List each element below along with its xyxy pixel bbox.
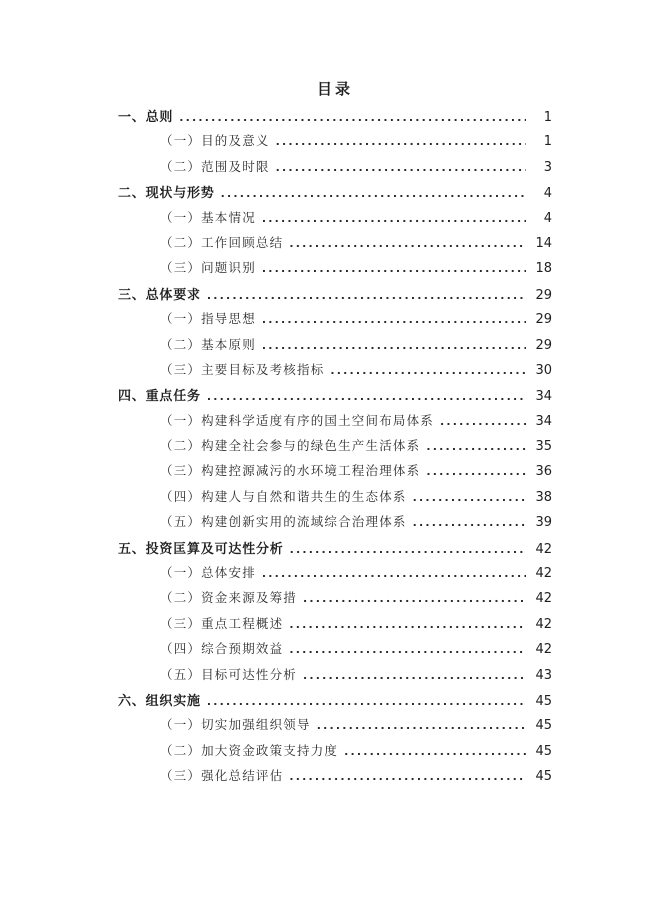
dot-leader — [317, 716, 526, 734]
toc-entry[interactable] — [118, 436, 552, 461]
toc-entry[interactable] — [118, 182, 552, 207]
dot-leader — [426, 437, 526, 455]
toc-entry-page: 45 — [535, 769, 552, 785]
toc-entry-page: 43 — [535, 667, 552, 683]
toc-entry[interactable] — [118, 131, 552, 156]
toc-entry-page: 3 — [543, 159, 552, 175]
dot-leader — [207, 286, 526, 304]
dot-leader — [262, 336, 526, 354]
toc-entry-label: 一、总则 — [118, 109, 174, 124]
toc-entry-label: 六、组织实施 — [118, 692, 201, 708]
toc-entry-label: （一）目的及意义 — [160, 134, 270, 149]
toc-entry[interactable] — [118, 715, 552, 740]
toc-entry-page: 34 — [535, 389, 552, 405]
toc-entry-label: （三）问题识别 — [160, 261, 256, 276]
toc-entry-label: （三）重点工程概述 — [160, 616, 284, 631]
dot-leader — [303, 589, 526, 607]
toc-entry-label: （四）构建人与自然和谐共生的生态体系 — [160, 489, 407, 504]
toc-entry-label: （五）构建创新实用的流域综合治理体系 — [160, 515, 407, 530]
toc-entry-label: （二）资金来源及筹措 — [160, 591, 298, 606]
toc-entry[interactable] — [118, 690, 552, 715]
toc-entry[interactable] — [118, 411, 552, 436]
toc-entry-page: 4 — [543, 186, 552, 202]
dot-leader — [276, 132, 526, 150]
toc-entry[interactable] — [118, 766, 552, 791]
toc-entry[interactable] — [118, 233, 552, 258]
toc-entry-label: （三）强化总结评估 — [160, 769, 284, 784]
dot-leader — [303, 666, 526, 684]
toc-entry-page: 42 — [535, 616, 552, 632]
dot-leader — [289, 640, 526, 658]
toc-entry-label: （二）范围及时限 — [160, 159, 270, 174]
toc-entry-label: （五）目标可达性分析 — [160, 667, 298, 682]
toc-entry-page: 45 — [535, 693, 552, 709]
dot-leader — [262, 209, 526, 227]
dot-leader — [262, 564, 526, 582]
toc-entry-page: 18 — [535, 261, 552, 277]
toc-entry[interactable] — [118, 614, 552, 639]
toc-entry-label: （四）综合预期效益 — [160, 642, 284, 657]
page-title: 目录 — [316, 82, 353, 98]
toc-entry-label: （三）主要目标及考核指标 — [160, 362, 325, 377]
toc-entry[interactable] — [118, 284, 552, 309]
toc-entry[interactable] — [118, 538, 552, 563]
toc-entry-page: 4 — [543, 210, 552, 226]
toc-entry-label: 二、现状与形势 — [118, 185, 215, 201]
dot-leader — [207, 692, 526, 710]
toc-entry-page: 42 — [535, 591, 552, 607]
toc-entry-page: 42 — [535, 541, 552, 557]
toc-entry-label: （二）加大资金政策支持力度 — [160, 743, 339, 758]
toc-entry-page: 30 — [535, 362, 552, 378]
toc-entry[interactable] — [118, 258, 552, 283]
dot-leader — [276, 158, 526, 176]
toc-entry[interactable] — [118, 309, 552, 334]
dot-leader — [290, 540, 526, 558]
toc-entry[interactable] — [118, 665, 552, 690]
dot-leader — [289, 767, 526, 785]
dot-leader — [289, 615, 526, 633]
toc-entry-label: （一）切实加强组织领导 — [160, 718, 311, 733]
dot-leader — [426, 462, 526, 480]
table-of-contents — [118, 106, 552, 792]
toc-entry[interactable] — [118, 487, 552, 512]
toc-entry-page: 45 — [535, 743, 552, 759]
dot-leader — [262, 259, 526, 277]
toc-entry-page: 39 — [535, 515, 552, 531]
toc-entry[interactable] — [118, 461, 552, 486]
toc-entry[interactable] — [118, 512, 552, 537]
dot-leader — [289, 234, 526, 252]
toc-entry-label: （一）构建科学适度有序的国土空间布局体系 — [160, 413, 435, 428]
dot-leader — [207, 387, 526, 405]
toc-entry-page: 29 — [535, 337, 552, 353]
dot-leader — [344, 742, 526, 760]
toc-entry-label: （一）指导思想 — [160, 312, 256, 327]
toc-entry-page: 34 — [535, 413, 552, 429]
toc-entry[interactable] — [118, 588, 552, 613]
toc-entry-page: 42 — [535, 642, 552, 658]
dot-leader — [330, 361, 526, 379]
toc-entry[interactable] — [118, 106, 552, 131]
toc-entry[interactable] — [118, 563, 552, 588]
toc-entry-page: 14 — [535, 235, 552, 251]
dot-leader — [413, 488, 526, 506]
toc-entry[interactable] — [118, 639, 552, 664]
toc-entry-label: （三）构建控源减污的水环境工程治理体系 — [160, 464, 421, 479]
toc-entry[interactable] — [118, 360, 552, 385]
toc-entry[interactable] — [118, 157, 552, 182]
dot-leader — [262, 310, 526, 328]
toc-entry-page: 38 — [535, 489, 552, 505]
toc-entry-label: （二）构建全社会参与的绿色生产生活体系 — [160, 439, 421, 454]
toc-entry-label: （二）基本原则 — [160, 337, 256, 352]
toc-entry-label: （一）总体安排 — [160, 566, 256, 581]
toc-entry-page: 1 — [543, 134, 552, 150]
toc-entry-label: （二）工作回顾总结 — [160, 235, 284, 250]
toc-entry[interactable] — [118, 741, 552, 766]
toc-entry-page: 45 — [535, 718, 552, 734]
toc-entry[interactable] — [118, 335, 552, 360]
toc-entry-page: 1 — [543, 110, 552, 125]
toc-entry-page: 42 — [535, 566, 552, 582]
toc-entry-page: 35 — [535, 439, 552, 455]
dot-leader — [179, 108, 526, 126]
toc-entry-page: 29 — [535, 312, 552, 328]
toc-entry-label: 五、投资匡算及可达性分析 — [118, 540, 284, 556]
toc-entry-label: 三、总体要求 — [118, 286, 201, 302]
toc-entry-label: 四、重点任务 — [118, 388, 201, 404]
toc-entry[interactable] — [118, 208, 552, 233]
toc-entry-label: （一）基本情况 — [160, 210, 256, 225]
toc-entry-page: 29 — [535, 287, 552, 303]
toc-entry[interactable] — [118, 385, 552, 410]
dot-leader — [440, 412, 526, 430]
toc-entry-page: 36 — [535, 464, 552, 480]
dot-leader — [221, 184, 526, 202]
dot-leader — [413, 513, 526, 531]
